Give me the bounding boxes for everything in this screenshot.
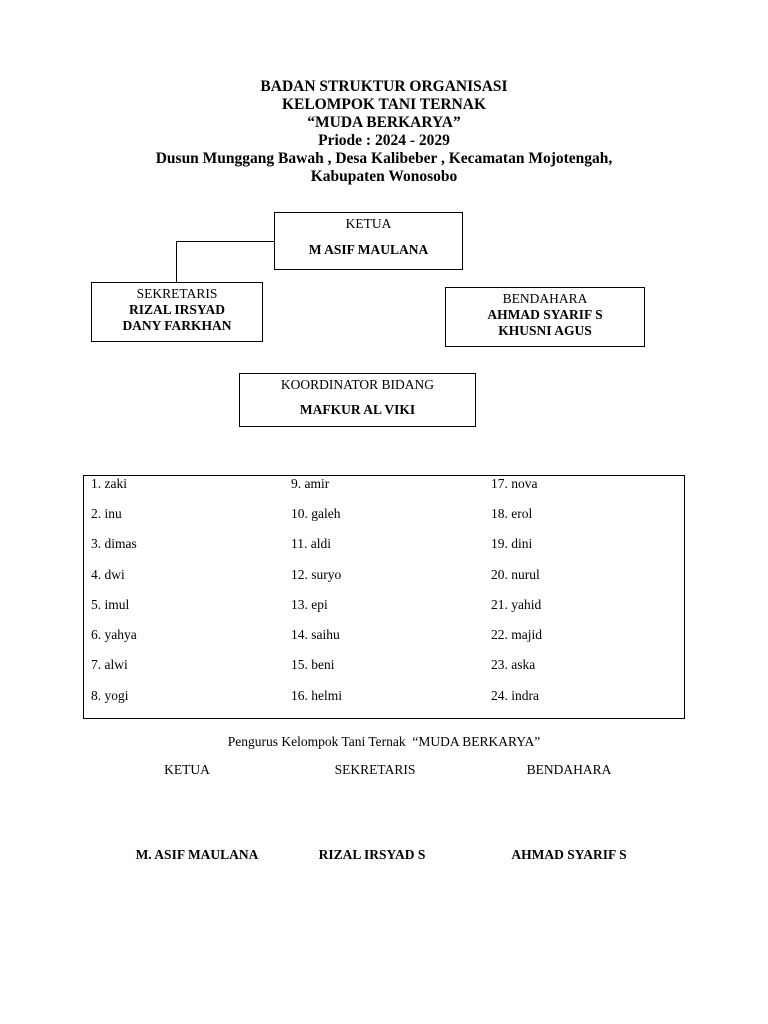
koordinator-box (239, 373, 476, 427)
ketua-name: M ASIF MAULANA (308, 242, 429, 257)
sekretaris-name-1: RIZAL IRSYAD (129, 302, 225, 317)
document-title-block (0, 78, 768, 186)
list-item: 15. beni (291, 657, 335, 672)
list-item: 22. majid (491, 627, 542, 642)
list-item: 14. saihu (291, 627, 340, 642)
list-item: 18. erol (491, 506, 533, 521)
signature-name-bendahara: AHMAD SYARIF S (511, 847, 627, 862)
list-item: 5. imul (91, 597, 130, 612)
signature-role-ketua: KETUA (164, 762, 210, 777)
list-item: 7. alwi (91, 657, 128, 672)
signature-role-sekretaris: SEKRETARIS (334, 762, 416, 777)
list-item: 23. aska (491, 657, 536, 672)
list-item: 2. inu (91, 506, 122, 521)
list-item: 24. indra (491, 688, 539, 703)
title-line-regency: Kabupaten Wonosobo (310, 168, 458, 185)
list-item: 11. aldi (291, 536, 331, 551)
signature-role-bendahara: BENDAHARA (526, 762, 612, 777)
title-line-address: Dusun Munggang Bawah , Desa Kalibeber , Kecamatan Mojotengah, (155, 150, 613, 167)
signature-name-ketua: M. ASIF MAULANA (135, 847, 259, 862)
title-line-3: “MUDA BERKARYA” (307, 114, 461, 131)
sekretaris-name-2: DANY FARKHAN (122, 318, 232, 333)
bendahara-name-1: AHMAD SYARIF S (487, 307, 603, 322)
koordinator-role: KOORDINATOR BIDANG (280, 377, 435, 392)
list-item: 21. yahid (491, 597, 542, 612)
signature-name-sekretaris: RIZAL IRSYAD S (318, 847, 426, 862)
list-item: 12. suryo (291, 567, 342, 582)
list-item: 10. galeh (291, 506, 341, 521)
title-line-period: Priode : 2024 - 2029 (318, 132, 450, 149)
connector-vertical (176, 241, 177, 283)
list-item: 1. zaki (91, 476, 127, 491)
ketua-role: KETUA (345, 216, 392, 231)
members-list (83, 475, 685, 719)
list-item: 9. amir (291, 476, 330, 491)
list-item: 4. dwi (91, 567, 125, 582)
list-item: 19. dini (491, 536, 533, 551)
bendahara-box (445, 287, 645, 347)
connector-horizontal (176, 241, 274, 242)
list-item: 13. epi (291, 597, 328, 612)
list-item: 3. dimas (91, 536, 137, 551)
bendahara-role: BENDAHARA (502, 291, 588, 306)
title-line-2: KELOMPOK TANI TERNAK (281, 96, 487, 113)
ketua-box (274, 212, 463, 270)
list-item: 17. nova (491, 476, 538, 491)
koordinator-name: MAFKUR AL VIKI (299, 402, 416, 417)
footer-title: Pengurus Kelompok Tani Ternak “MUDA BERKARYA” (227, 734, 541, 749)
bendahara-name-2: KHUSNI AGUS (498, 323, 592, 338)
sekretaris-box (91, 282, 263, 342)
sekretaris-role: SEKRETARIS (136, 286, 218, 301)
list-item: 8. yogi (91, 688, 129, 703)
list-item: 16. helmi (291, 688, 342, 703)
list-item: 20. nurul (491, 567, 540, 582)
title-line-1: BADAN STRUKTUR ORGANISASI (260, 78, 508, 95)
list-item: 6. yahya (91, 627, 137, 642)
